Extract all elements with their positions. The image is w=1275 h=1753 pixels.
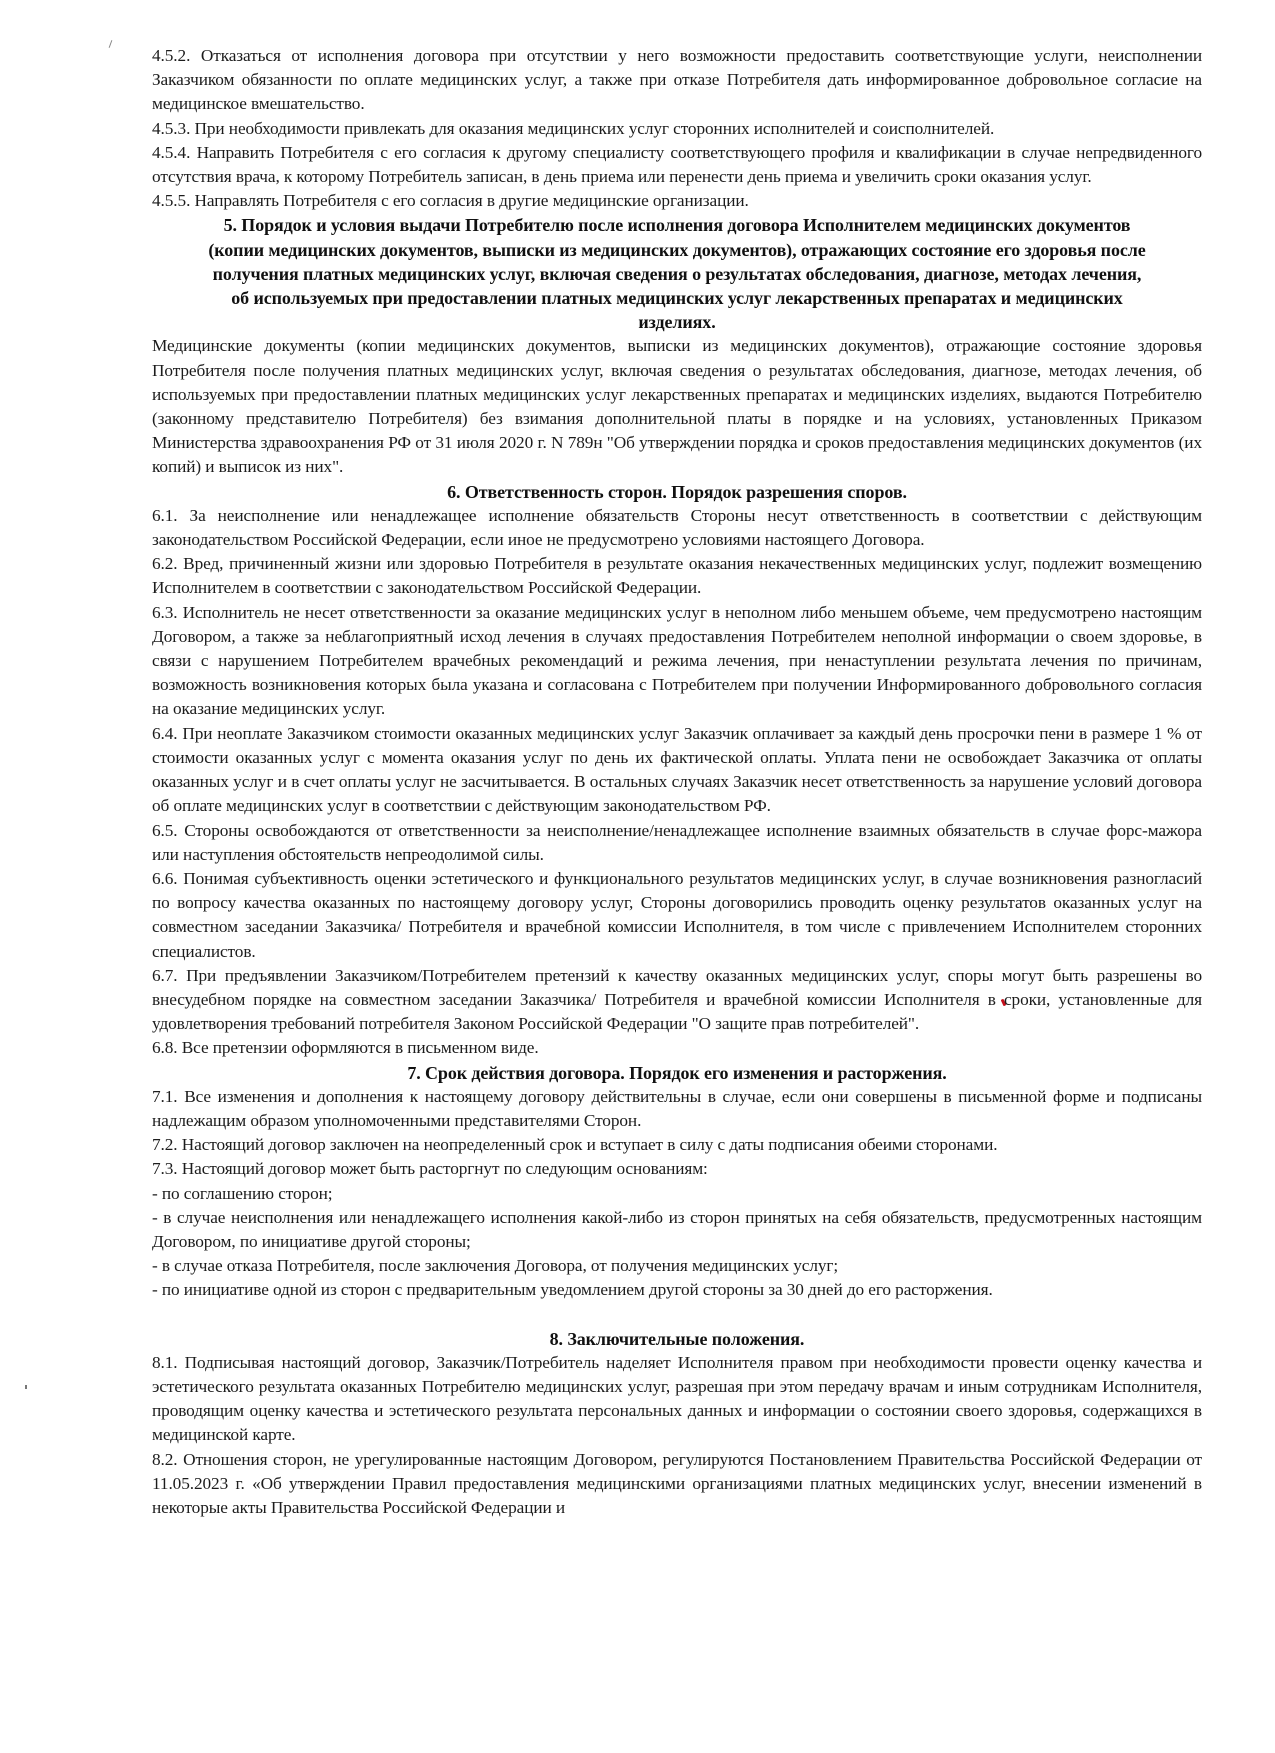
clause-6-7: 6.7. При предъявлении Заказчиком/Потребителем претензий к качеству оказанных медицинских услуг, споры могут быть разрешены во внесудебном порядке на совместном заседании Заказчика/ Потребителя и врачебной комиссии Исполнителя в сроки, установленные для удовлетворения требований потребителя Законом Российской Федерации "О защите прав потребителей". <box>152 965 1202 1034</box>
clause-7-3-item: - в случае отказа Потребителя, после заключения Договора, от получения медицинских услуг; <box>152 1256 839 1276</box>
clause-7-3-item: - по соглашению сторон; <box>152 1183 333 1203</box>
clause-7-2: 7.2. Настоящий договор заключен на неопределенный срок и вступает в силу с даты подписания обеими сторонами. <box>152 1135 998 1155</box>
section-8-heading: 8. Заключительные положения. <box>549 1328 805 1349</box>
spacer <box>152 1303 1202 1327</box>
clause-6-8: 6.8. Все претензии оформляются в письменном виде. <box>152 1038 539 1058</box>
clause-7-3-item: - в случае неисполнения или ненадлежащего исполнения какой-либо из сторон принятых на себя обязательств, предусмотренных настоящим Договором, по инициативе другой стороны; <box>152 1207 1202 1251</box>
clause-8-1: 8.1. Подписывая настоящий договор, Заказчик/Потребитель наделяет Исполнителя правом при необходимости провести оценку качества и эстетического результата оказанных Потребителю медицинских услуг, разрешая при этом передачу врачам и иным сотрудникам Исполнителя, проводящим оценку качества и эстетического результата персональных данных и информации о состоянии своего здоровья, содержащихся в медицинской карте. <box>152 1352 1202 1445</box>
document-page <box>152 44 1202 1520</box>
section-7-heading: 7. Срок действия договора. Порядок его изменения и расторжения. <box>407 1062 947 1083</box>
scan-artifact-mark <box>109 40 113 48</box>
clause-4-5-4: 4.5.4. Направить Потребителя с его согласия к другому специалисту соответствующего профиля и квалификации в случае непредвиденного отсутствия врача, к которому Потребитель записан, в день приема или перенести день приема и увеличить сроки оказания услуг. <box>152 142 1202 187</box>
clause-7-1: 7.1. Все изменения и дополнения к настоящему договору действительны в случае, если они совершены в письменной форме и подписаны надлежащим образом уполномоченными представителями Сторон. <box>152 1086 1202 1130</box>
section-5-heading: 5. Порядок и условия выдачи Потребителю после исполнения договора Исполнителем медицинских документов (копии медицинских документов, выписки из медицинских документов), отражающих состояние его здоровья после получения платных медицинских услуг, включая сведения о результатах обследования, диагнозе, методах лечения, об используемых при предоставлении платных медицинских услуг лекарственных препаратах и медицинских изделиях. <box>208 215 1146 333</box>
clause-7-3: 7.3. Настоящий договор может быть расторгнут по следующим основаниям: <box>152 1159 708 1179</box>
clause-8-2: 8.2. Отношения сторон, не урегулированные настоящим Договором, регулируются Постановлением Правительства Российской Федерации от 11.05.2023 г. «Об утверждении Правил предоставления медицинскими организациями платных медицинских услуг, внесении изменений в некоторые акты Правительства Российской Федерации и <box>152 1449 1202 1517</box>
clause-6-6: 6.6. Понимая субъективность оценки эстетического и функционального результатов медицинских услуг, в случае возникновения разногласий по вопросу качества оказанных по настоящему договору услуг, Стороны договорились проводить оценку результатов оказанных услуг на совместном заседании Заказчика/ Потребителя и врачебной комиссии Исполнителя, в том числе с привлечением Исполнителем сторонних специалистов. <box>152 868 1202 961</box>
section-6-heading: 6. Ответственность сторон. Порядок разрешения споров. <box>447 481 907 502</box>
section-5-text: Медицинские документы (копии медицинских документов, выписки из медицинских документов), отражающие состояние здоровья Потребителя после получения платных медицинских услуг, включая сведения о результатах обследования, диагнозе, методах лечения, об используемых при предоставлении платных медицинских услуг лекарственных препаратах и медицинских изделиях, выдаются Потребителю (законному представителю Потребителя) без взимания дополнительной платы в порядке и на условиях, установленных Приказом Министерства здравоохранения РФ от 31 июля 2020 г. N 789н "Об утверждении порядка и сроков предоставления медицинских документов (их копий) и выписок из них". <box>152 336 1202 477</box>
clause-6-1: 6.1. За неисполнение или ненадлежащее исполнение обязательств Стороны несут ответственность в соответствии с действующим законодательством Российской Федерации, если иное не предусмотрено условиями настоящего Договора. <box>152 505 1202 550</box>
clause-6-4: 6.4. При неоплате Заказчиком стоимости оказанных медицинских услуг Заказчик оплачивает за каждый день просрочки пени в размере 1 % от стоимости оказанных услуг с момента оказания услуг по день их фактической оплаты. Уплата пени не освобождает Заказчика от оплаты оказанных услуг и в счет оплаты услуг не засчитывается. В остальных случаях Заказчик несет ответственность за нарушение условий договора об оплате медицинских услуг в соответствии с действующим законодательством РФ. <box>152 723 1202 816</box>
clause-6-3: 6.3. Исполнитель не несет ответственности за оказание медицинских услуг в неполном либо меньшем объеме, чем предусмотрено настоящим Договором, а также за неблагоприятный исход лечения в случаях предоставления Потребителем неполной информации о своем здоровье, в связи с нарушением Потребителем врачебных рекомендаций и режима лечения, при ненаступлении результата лечения по причинам, возможность возникновения которых была указана и согласована с Потребителем при получении Информированного добровольного согласия на оказание медицинских услуг. <box>152 602 1202 719</box>
scan-artifact-dot <box>25 1385 27 1389</box>
clause-7-3-item: - по инициативе одной из сторон с предварительным уведомлением другой стороны за 30 дней до его расторжения. <box>152 1280 993 1300</box>
clause-6-2: 6.2. Вред, причиненный жизни или здоровью Потребителя в результате оказания некачественных медицинских услуг, подлежит возмещению Исполнителем в соответствии с законодательством Российской Федерации. <box>152 554 1202 598</box>
clause-6-5: 6.5. Стороны освобождаются от ответственности за неисполнение/ненадлежащее исполнение взаимных обязательств в случае форс-мажора или наступления обстоятельств непреодолимой силы. <box>152 820 1202 864</box>
clause-4-5-3: 4.5.3. При необходимости привлекать для оказания медицинских услуг сторонних исполнителей и соисполнителей. <box>152 118 995 138</box>
clause-4-5-2: 4.5.2. Отказаться от исполнения договора при отсутствии у него возможности предоставить соответствующие услуги, неисполнении Заказчиком обязанности по оплате медицинских услуг, а также при отказе Потребителя дать информированное добровольное согласие на медицинское вмешательство. <box>152 46 1202 114</box>
clause-4-5-5: 4.5.5. Направлять Потребителя с его согласия в другие медицинские организации. <box>152 191 749 211</box>
